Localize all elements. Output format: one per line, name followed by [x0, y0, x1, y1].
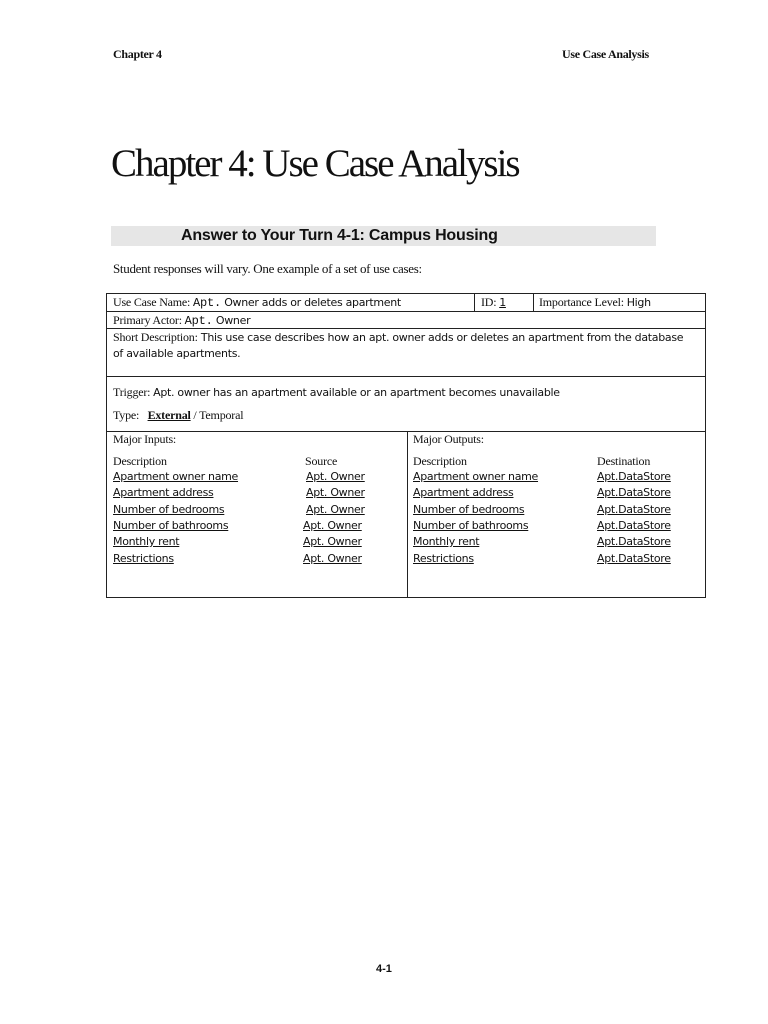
- input-source: Apt. Owner: [306, 502, 365, 516]
- input-source: Apt. Owner: [303, 518, 362, 532]
- page-title: Chapter 4: Use Case Analysis: [111, 142, 519, 185]
- use-case-table: [106, 293, 706, 598]
- intro-text: Student responses will vary. One example of a set of use cases:: [113, 261, 422, 276]
- header-chapter: Chapter 4: [113, 47, 162, 61]
- primary-actor-cell: [113, 313, 250, 328]
- row-divider: [107, 376, 705, 377]
- major-inputs-label: Major Inputs:: [113, 432, 177, 446]
- input-description: Number of bedrooms: [113, 502, 225, 516]
- output-description: Monthly rent: [413, 535, 480, 549]
- primary-actor-value: Owner: [212, 314, 251, 327]
- output-destination: Apt.DataStore: [597, 551, 671, 565]
- id-value: 1: [499, 296, 506, 309]
- trigger-cell: [113, 385, 560, 400]
- page-number: 4-1: [376, 963, 392, 975]
- short-description-line2: of available apartments.: [113, 347, 241, 360]
- output-description: Apartment owner name: [413, 470, 539, 483]
- id-cell: [481, 295, 506, 310]
- input-source: Apt. Owner: [303, 551, 362, 565]
- output-destination: Apt.DataStore: [597, 518, 671, 532]
- row-divider: [107, 328, 705, 329]
- input-source: Apt. Owner: [303, 535, 362, 549]
- output-description: Restrictions: [413, 551, 474, 565]
- short-description-text: This use case describes how an apt. owner adds or deletes an apartment from the database: [197, 331, 684, 344]
- primary-actor-label: Primary Actor:: [113, 313, 185, 327]
- use-case-name-cell: [113, 295, 401, 310]
- input-description: Apartment address: [113, 486, 214, 500]
- answer-heading-bar: [111, 226, 656, 246]
- output-destination: Apt.DataStore: [597, 486, 671, 500]
- output-destination: Apt.DataStore: [597, 502, 671, 516]
- use-case-name-code: Apt.: [192, 296, 221, 310]
- type-external: External: [147, 408, 191, 422]
- answer-heading: Answer to Your Turn 4-1: Campus Housing: [181, 227, 498, 244]
- output-description: Number of bedrooms: [413, 502, 525, 516]
- output-destination: Apt.DataStore: [597, 535, 671, 549]
- trigger-label: Trigger:: [113, 385, 154, 399]
- type-label: Type:: [113, 408, 142, 422]
- input-source: Apt. Owner: [306, 486, 365, 500]
- use-case-name-value: Owner adds or deletes apartment: [221, 296, 401, 309]
- input-source: Apt. Owner: [306, 470, 365, 483]
- importance-value: High: [626, 296, 651, 309]
- input-description: Monthly rent: [113, 535, 180, 549]
- outputs-destination-header: Destination: [597, 454, 651, 468]
- id-label: ID:: [481, 295, 500, 309]
- output-description: Apartment address: [413, 486, 514, 500]
- input-description: Apartment owner name: [113, 470, 239, 483]
- short-description-line1: [113, 330, 683, 345]
- row-divider: [107, 431, 705, 432]
- importance-cell: [539, 295, 651, 310]
- short-description-label: Short Description:: [113, 330, 198, 344]
- type-temporal: / Temporal: [190, 408, 244, 422]
- use-case-name-label: Use Case Name:: [113, 295, 193, 309]
- header-section: Use Case Analysis: [562, 47, 649, 61]
- type-cell: [113, 408, 243, 423]
- importance-label: Importance Level:: [539, 295, 627, 309]
- output-description: Number of bathrooms: [413, 518, 529, 532]
- inputs-description-header: Description: [113, 454, 167, 468]
- input-description: Number of bathrooms: [113, 518, 229, 532]
- col-divider: [474, 294, 475, 311]
- inputs-source-header: Source: [305, 454, 338, 468]
- output-destination: Apt.DataStore: [597, 470, 671, 483]
- row-divider: [107, 311, 705, 312]
- outputs-description-header: Description: [413, 454, 467, 468]
- col-divider: [407, 431, 408, 598]
- major-outputs-label: Major Outputs:: [413, 432, 484, 446]
- input-description: Restrictions: [113, 551, 174, 565]
- trigger-value: Apt. owner has an apartment available or an apartment becomes unavailable: [153, 386, 560, 399]
- primary-actor-code: Apt.: [184, 314, 213, 328]
- col-divider: [533, 294, 534, 311]
